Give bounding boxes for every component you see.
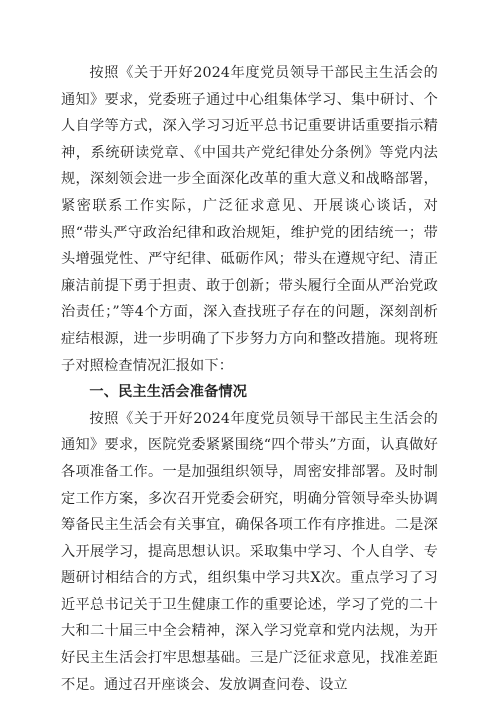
preparation-paragraph: 按照《关于开好2024年度党员领导干部民主生活会的通知》要求，医院党委紧紧围绕“四个带头”方面，认真做好各项准备工作。一是加强组织领导，周密安排部署。及时制定工作方案，多次召开党委会研究，明确分管领导牵头协调筹备民主生活会有关事宜，确保各项工作有序推进。二是深入开展学习，提高思想认识。采取集中学习、个人自学、专题研讨相结合的方式，组织集中学习共X次。重点学习了习近平总书记关于卫生健康工作的重要论述，学习了党的二十大和二十届三中全会精神，深入学习党章和党内法规，为开好民主生活会打牢思想基础。三是广泛征求意见，找准差距不足。通过召开座谈会、发放调查问卷、设立: [61, 410, 438, 693]
intro-paragraph: 按照《关于开好2024年度党员领导干部民主生活会的通知》要求，党委班子通过中心组集体学习、集中研讨、个人自学等方式，深入学习习近平总书记重要讲话重要指示精神，系统研读党章、《中国共产党纪律处分条例》等党内法规，深刻领会进一步全面深化改革的重大意义和战略部署，紧密联系工作实际，广泛征求意见、开展谈心谈话，对照“带头严守政治纪律和政治规矩，维护党的团结统一；带头增强党性、严守纪律、砥砺作风；带头在遵规守纪、清正廉洁前提下勇于担责、敢于创新；带头履行全面从严治党政治责任；”等4个方面，深入查找班子存在的问题，深刻剖析症结根源，进一步明确了下步努力方向和整改措施。现将班子对照检查情况汇报如下：: [61, 65, 438, 374]
section-heading: 一、民主生活会准备情况: [89, 384, 248, 401]
document-body: [61, 60, 438, 698]
